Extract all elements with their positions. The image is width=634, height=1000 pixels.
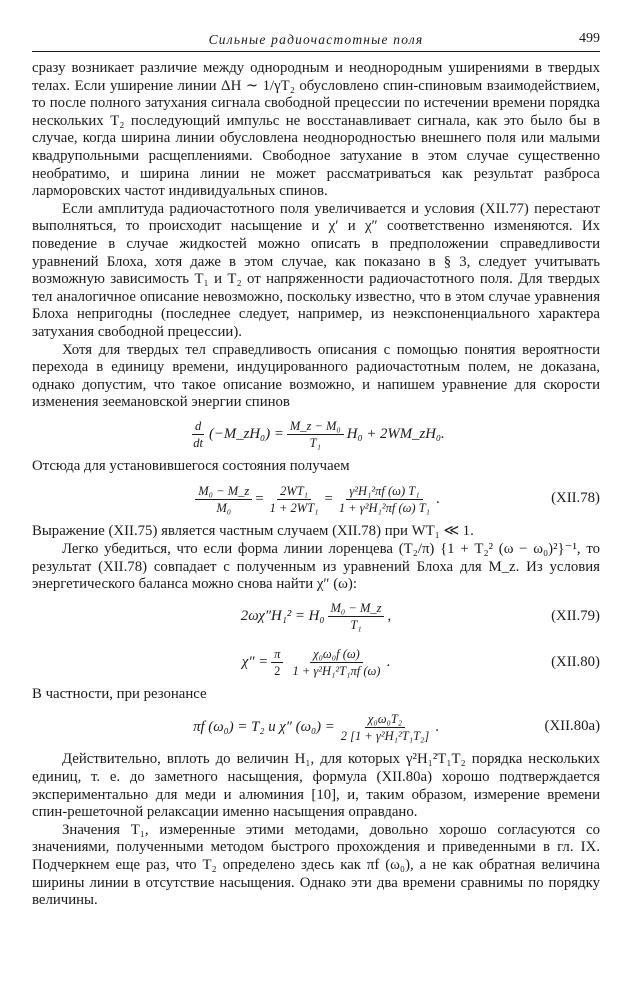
paragraph-continuation: сразу возникает различие между однородным и неоднородным уширениями в твердых телах. Если уширение линии ΔH ∼ 1/γT₂ обусловлено спин-спиновым взаимодействием, то после полного затухания сигнала свободной прецессии по истечении времени порядка нескольких T₂ последующий импульс не восстанавливает сигнала, как это было бы в случае, когда ширина линии обусловлена неоднородностью внешнего поля или малыми квадрупольными расщеплениями. Свободное затухание в этом случае существенно необратимо, и ширина линии не может рассматриваться как результат разброса ларморовских частот индивидуальных спинов. <box>32 60 600 200</box>
page-number: 499 <box>579 31 600 46</box>
equation-energy-rhs: H₀ + 2WM_zH₀. <box>346 426 445 443</box>
page-header <box>32 30 600 52</box>
paragraph-transition-probability: Хотя для твердых тел справедливость описания с помощью понятия вероятности перехода в единицу времени, индуцированного радиочастотным полем, не доказана, однако допустим, что такое описание возможно, и напишем уравнение для скорости изменения зеемановской энергии спинов <box>32 341 600 411</box>
running-title: Сильные радиочастотные поля <box>208 32 424 47</box>
equation-number: (XII.79) <box>551 608 600 625</box>
paragraph-steady-state: Отсюда для установившегося состояния получаем <box>32 457 350 474</box>
derivative-fraction: $\frac{d}{dt}$ <box>193 419 203 451</box>
paragraph-resonance: В частности, при резонансе <box>32 685 207 702</box>
paragraph-lorentz-line: Легко убедиться, что если форма линии лоренцева (T₂/π) {1 + T₂² (ω − ω₀)²}⁻¹, то результат (XII.78) совпадает с полученным из уравнений Блоха для M_z. Из условия энергетического баланса можно снова найти χ″ (ω): <box>32 541 600 593</box>
paragraph-experiment: Действительно, вплоть до величин H₁, для которых γ²H₁²T₁T₂ порядка нескольких единиц, т. е. до заметного насыщения, формула (XII.80a) хорошо подтверждается экспериментально для меди и алюминия [10], и, таким образом, измерение времени спин-решеточной релаксации именно насыщения оправдано. <box>32 751 600 821</box>
equation-number: (XII.78) <box>551 490 600 507</box>
equation-xii80: χ″ = $\frac{\pi}{2}$ $\frac{\text{χ₀ω₀f (ω)}}{\text{1 + γ²H₁²T₁πf (ω)}}$ . (XII.80) <box>241 647 600 679</box>
paragraph-special-case: Выражение (XII.75) является частным случаем (XII.78) при WT₁ ≪ 1. <box>32 523 474 540</box>
equation-number: (XII.80) <box>551 654 600 671</box>
equation-number: (XII.80a) <box>544 718 600 735</box>
equation-energy-fraction: $\frac{\text{M\_z − M₀}}{\text{T₁}}$ <box>287 419 344 450</box>
paragraph-t1-values: Значения T₁, измеренные этими методами, довольно хорошо согласуются со значениями, полученными методом быстрого прохождения и приведенными в гл. IX. Подчеркнем еще раз, что T₂ определено здесь как πf (ω₀), а не как обратная величина ширины линии в отсутствие насыщения. Однако эти два времени сравнимы по порядку величины. <box>32 821 600 909</box>
equation-xii80a: πf (ω₀) = T₂ и χ″ (ω₀) = $\frac{\text{χ₀ω₀T₂}}{\text{2 [1 + γ²H₁²T₁T₂]}}$ . (XII.80a) <box>193 711 600 743</box>
equation-energy-lhs: (−M_zH₀) = <box>208 426 284 443</box>
page-body <box>32 60 600 910</box>
equation-xii78: $\frac{\text{M₀ − M\_z}}{\text{M₀}}$ = $\frac{\text{2WT₁}}{\text{1 + 2WT₁}}$ = $\frac{\text{γ²H₁²πf (ω) T₁}}{\text{1 + γ²H₁²πf (ω) T₁}}$ . (XII.78) <box>32 475 600 523</box>
equation-energy <box>32 412 600 458</box>
header-rule <box>32 51 600 52</box>
equation-xii79: 2ωχ″H₁² = H₀ $\frac{\text{M₀ − M\_z}}{\text{T₁}}$ , (XII.79) <box>240 601 600 633</box>
paragraph-saturation: Если амплитуда радиочастотного поля увеличивается и условия (XII.77) перестают выполняться, то происходит насыщение и χ′ и χ″ соответственно изменяются. Их поведение в случае жидкостей можно описать в предположении справедливости уравнений Блоха, хотя даже в этом случае, как показано в § 3, следует учитывать возможную зависимость T₁ и T₂ от напряженности радиочастотного поля. Для твердых тел аналогичное описание невозможно, поскольку известно, что в этом случае уравнения Блоха непригодны (последнее следует, например, из неэкспоненциального характера затухания свободной прецессии). <box>32 200 600 340</box>
